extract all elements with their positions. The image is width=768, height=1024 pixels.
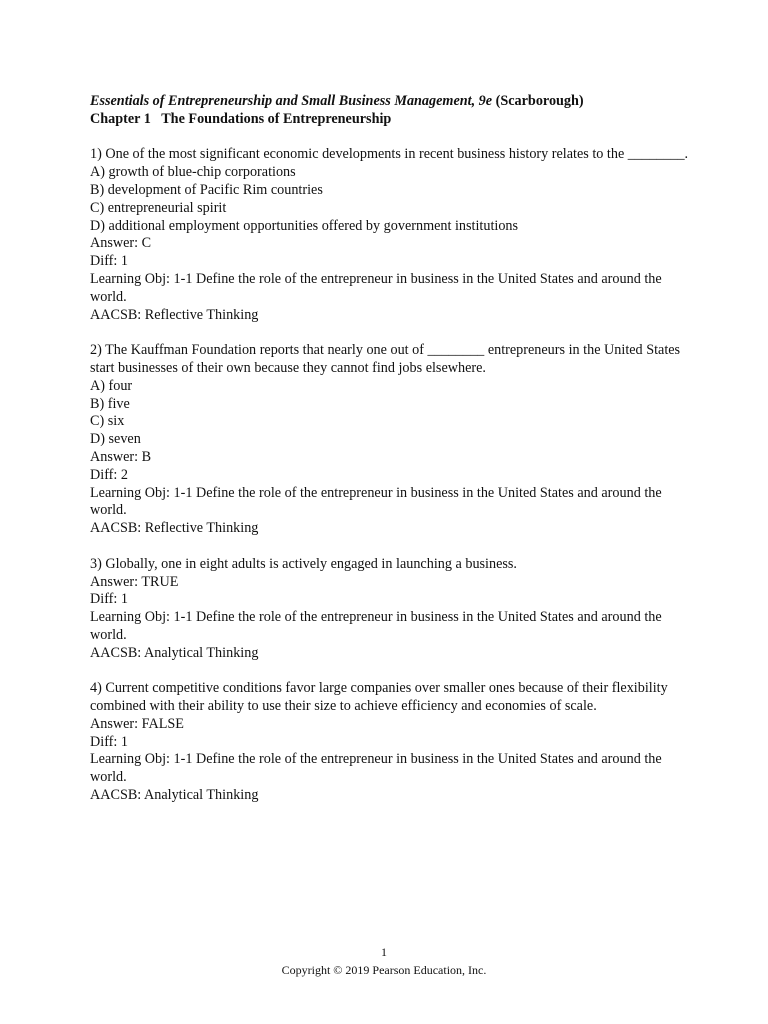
answer-option-c: C) entrepreneurial spirit — [90, 199, 227, 216]
answer-option-a: A) growth of blue-chip corporations — [90, 164, 296, 181]
learning-objective: Learning Obj: 1-1 Define the role of the entrepreneur in business in the United States and around the world. — [90, 484, 662, 519]
difficulty: Diff: 1 — [90, 253, 128, 270]
book-author: (Scarborough) — [495, 93, 584, 109]
learning-objective: Learning Obj: 1-1 Define the role of the entrepreneur in business in the United States and around the world. — [90, 751, 662, 786]
chapter-title: The Foundations of Entrepreneurship — [161, 110, 392, 127]
question-stem: 4) Current competitive conditions favor large companies over smaller ones because of their flexibility combined with their ability to use their size to achieve efficiency and economies of scale. — [90, 680, 668, 715]
difficulty: Diff: 1 — [90, 591, 128, 608]
document-content — [90, 93, 690, 805]
answer-option-d: D) seven — [90, 431, 141, 448]
question-4 — [90, 680, 690, 805]
book-heading — [90, 93, 690, 111]
answer-key: Answer: C — [90, 235, 152, 252]
aacsb-tag: AACSB: Analytical Thinking — [90, 644, 259, 661]
book-title: Essentials of Entrepreneurship and Small Business Management, 9e — [90, 93, 493, 109]
page-number: 1 — [381, 945, 387, 959]
aacsb-tag: AACSB: Analytical Thinking — [90, 787, 259, 804]
question-stem: 3) Globally, one in eight adults is actively engaged in launching a business. — [90, 555, 517, 572]
question-stem: 1) One of the most significant economic developments in recent business history relates to the ________. — [90, 146, 689, 163]
question-2 — [90, 342, 690, 538]
difficulty: Diff: 1 — [90, 733, 128, 750]
chapter-label: Chapter 1 — [90, 110, 151, 127]
learning-objective: Learning Obj: 1-1 Define the role of the entrepreneur in business in the United States and around the world. — [90, 609, 662, 643]
answer-option-b: B) development of Pacific Rim countries — [90, 181, 323, 198]
aacsb-tag: AACSB: Reflective Thinking — [90, 306, 259, 323]
answer-option-d: D) additional employment opportunities offered by government institutions — [90, 217, 519, 234]
question-3 — [90, 556, 690, 663]
answer-key: Answer: FALSE — [90, 715, 184, 732]
aacsb-tag: AACSB: Reflective Thinking — [90, 520, 259, 537]
copyright-notice: Copyright © 2019 Pearson Education, Inc. — [281, 963, 487, 977]
difficulty: Diff: 2 — [90, 466, 128, 483]
answer-option-a: A) four — [90, 377, 133, 394]
answer-key: Answer: B — [90, 448, 152, 465]
answer-key: Answer: TRUE — [90, 573, 179, 590]
learning-objective: Learning Obj: 1-1 Define the role of the entrepreneur in business in the United States and around the world. — [90, 270, 662, 305]
answer-option-c: C) six — [90, 413, 125, 430]
answer-option-b: B) five — [90, 395, 130, 412]
chapter-heading — [90, 111, 690, 129]
question-stem: 2) The Kauffman Foundation reports that nearly one out of ________ entrepreneurs in the United States start businesses of their own because they cannot find jobs elsewhere. — [90, 342, 681, 376]
question-1 — [90, 146, 690, 324]
